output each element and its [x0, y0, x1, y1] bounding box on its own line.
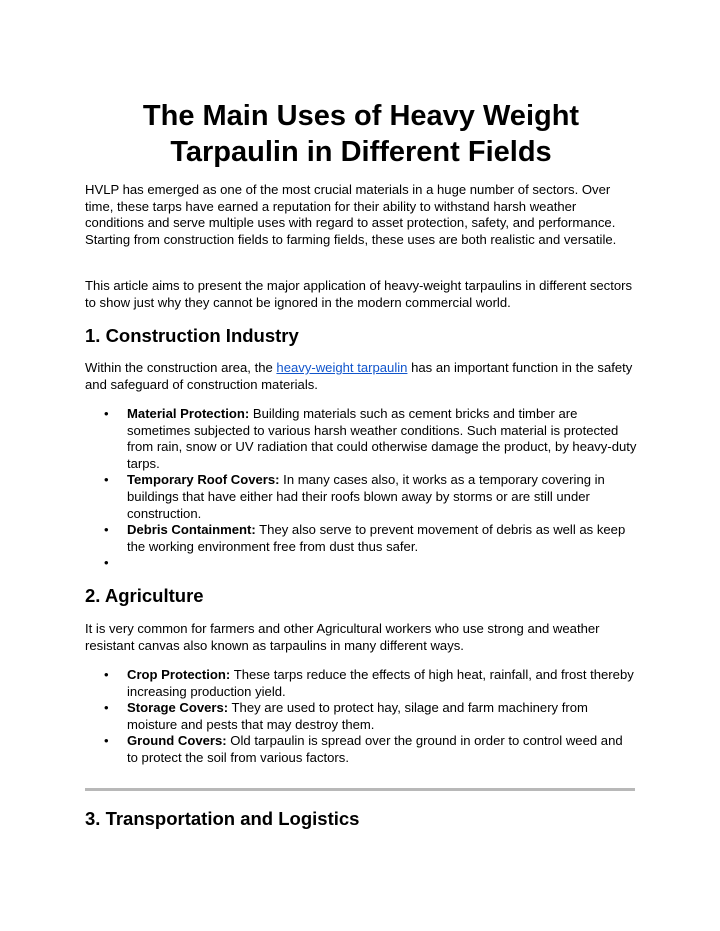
intro-paragraph-1: HVLP has emerged as one of the most crucial materials in a huge number of sectors. Over time, these tarps have earned a reputation for their ability to withstand harsh weather conditions and serve multiple uses with regard to asset protection, safety, and performance. Starting from construction fields to farming fields, these uses are both realistic and versatile.: [85, 182, 617, 247]
bullet-icon: •: [104, 522, 109, 538]
list-item: [85, 522, 637, 555]
horizontal-divider: [85, 788, 635, 791]
construction-paragraph: [85, 360, 637, 393]
list-item: [85, 472, 637, 522]
section-heading-agriculture: 2. Agriculture: [85, 585, 204, 606]
bullet-icon: •: [104, 733, 109, 749]
agriculture-paragraph: It is very common for farmers and other Agricultural workers who use strong and weather resistant canvas also known as tarpaulins in many different ways.: [85, 621, 600, 653]
page-title: The Main Uses of Heavy Weight Tarpaulin in Different Fields: [142, 100, 580, 168]
bullet-term: Crop Protection:: [127, 667, 231, 682]
bullet-text: They also serve to prevent movement of debris as well as keep the working environment free from dust thus safer.: [127, 522, 626, 554]
list-item-empty: [85, 555, 637, 572]
bullet-term: Temporary Roof Covers:: [127, 472, 280, 488]
construction-paragraph-text-2: has an important function in the safety and safeguard of construction materials.: [85, 360, 633, 392]
bullet-term: Storage Covers:: [127, 700, 229, 716]
bullet-icon: •: [104, 555, 109, 571]
list-item: [85, 406, 637, 472]
list-item: [85, 733, 637, 766]
construction-paragraph-text-1: Within the construction area, the: [85, 360, 277, 375]
bullet-text: Old tarpaulin is spread over the ground in order to control weed and to protect the soil from various factors.: [127, 733, 623, 765]
section-heading-construction: 1. Construction Industry: [85, 325, 299, 346]
bullet-text: Building materials such as cement bricks and timber are sometimes subjected to various harsh weather conditions. Such material is protected from rain, snow or UV radiation that could otherwise damage the product, by heavy-duty tarps.: [127, 406, 637, 471]
bullet-term: Ground Covers:: [127, 733, 227, 749]
bullet-icon: •: [104, 472, 109, 488]
section-heading-transportation: 3. Transportation and Logistics: [85, 808, 360, 829]
bullet-icon: •: [104, 406, 109, 421]
bullet-term: Debris Containment:: [127, 522, 256, 538]
bullet-text: They are used to protect hay, silage and farm machinery from moisture and pests that may destroy them.: [127, 700, 588, 732]
bullet-text: In many cases also, it works as a temporary covering in buildings that have either had their roofs blown away by storms or are still under construction.: [127, 472, 605, 521]
construction-bullet-list: [85, 406, 637, 572]
bullet-term: Material Protection:: [127, 406, 250, 421]
heavy-weight-tarpaulin-link[interactable]: heavy-weight tarpaulin: [276, 360, 408, 375]
bullet-text: These tarps reduce the effects of high heat, rainfall, and frost thereby increasing production yield.: [127, 667, 634, 699]
list-item: [85, 700, 637, 733]
bullet-icon: •: [104, 667, 109, 682]
intro-paragraph-2: This article aims to present the major application of heavy-weight tarpaulins in different sectors to show just why they cannot be ignored in the modern commercial world.: [85, 278, 633, 310]
bullet-icon: •: [104, 700, 109, 716]
list-item: [85, 667, 637, 700]
agriculture-bullet-list: [85, 667, 637, 767]
